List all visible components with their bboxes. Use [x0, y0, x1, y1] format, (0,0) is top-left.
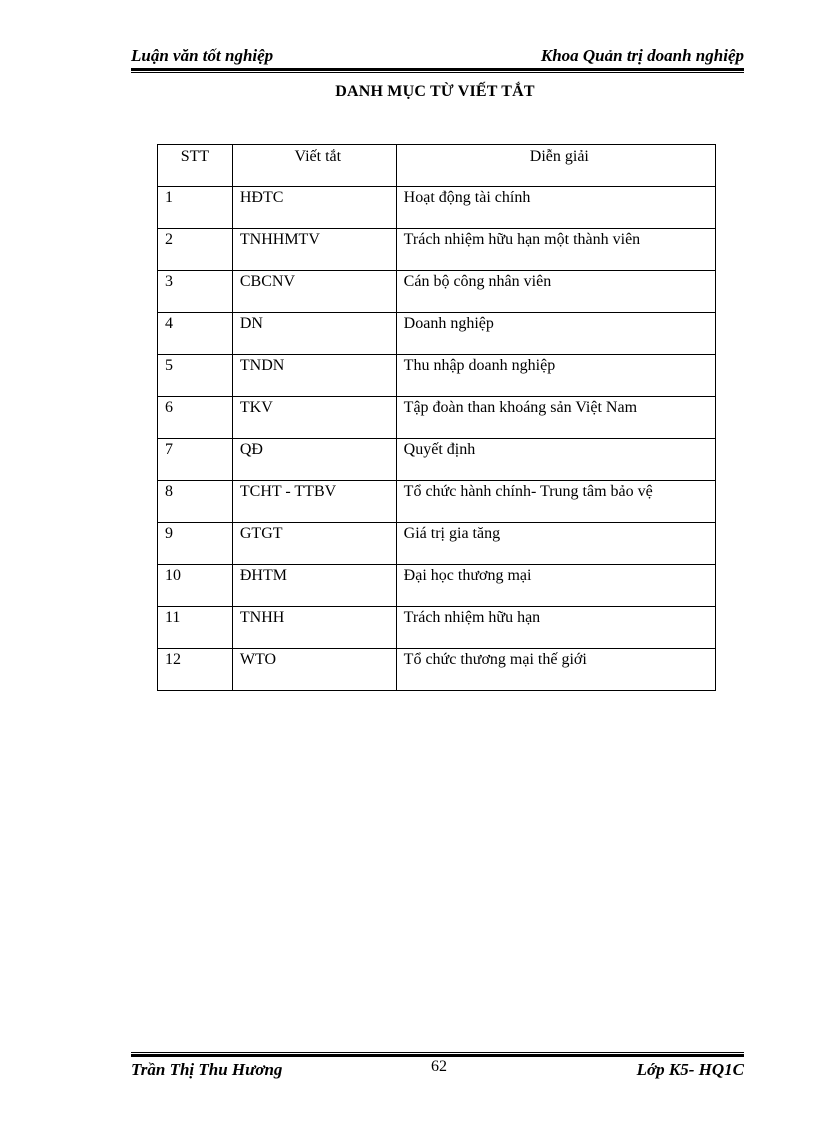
- cell-explanation: Giá trị gia tăng: [396, 523, 715, 565]
- cell-stt: 10: [158, 565, 233, 607]
- cell-abbreviation: TNHHMTV: [232, 229, 396, 271]
- table-row: [158, 439, 716, 481]
- cell-explanation: Tập đoàn than khoáng sản Việt Nam: [396, 397, 715, 439]
- table-row: [158, 397, 716, 439]
- cell-stt: 11: [158, 607, 233, 649]
- page-footer: [131, 1058, 744, 1082]
- table-row: [158, 607, 716, 649]
- cell-abbreviation: TNHH: [232, 607, 396, 649]
- cell-stt: 5: [158, 355, 233, 397]
- page-title: DANH MỤC TỪ VIẾT TẮT: [335, 83, 535, 100]
- cell-abbreviation: DN: [232, 313, 396, 355]
- table-row: [158, 187, 716, 229]
- cell-stt: 12: [158, 649, 233, 691]
- cell-abbreviation: TCHT - TTBV: [232, 481, 396, 523]
- page-header: [131, 44, 744, 68]
- cell-explanation: Trách nhiệm hữu hạn: [396, 607, 715, 649]
- table-row: [158, 481, 716, 523]
- cell-explanation: Hoạt động tài chính: [396, 187, 715, 229]
- cell-abbreviation: HĐTC: [232, 187, 396, 229]
- cell-abbreviation: ĐHTM: [232, 565, 396, 607]
- cell-stt: 1: [158, 187, 233, 229]
- column-header-explanation: Diễn giải: [396, 145, 715, 187]
- table-row: [158, 355, 716, 397]
- cell-explanation: Tổ chức thương mại thế giới: [396, 649, 715, 691]
- footer-class: Lớp K5- HQ1C: [636, 1060, 744, 1079]
- cell-explanation: Cán bộ công nhân viên: [396, 271, 715, 313]
- cell-explanation: Quyết định: [396, 439, 715, 481]
- cell-explanation: Tổ chức hành chính- Trung tâm bảo vệ: [396, 481, 715, 523]
- cell-explanation: Thu nhập doanh nghiệp: [396, 355, 715, 397]
- cell-explanation: Trách nhiệm hữu hạn một thành viên: [396, 229, 715, 271]
- cell-stt: 4: [158, 313, 233, 355]
- column-header-abbreviation: Viết tắt: [232, 145, 396, 187]
- cell-stt: 2: [158, 229, 233, 271]
- cell-stt: 7: [158, 439, 233, 481]
- header-thesis-label: Luận văn tốt nghiệp: [131, 46, 274, 65]
- cell-abbreviation: TNDN: [232, 355, 396, 397]
- table-row: [158, 271, 716, 313]
- footer-author: Trần Thị Thu Hương: [131, 1060, 283, 1079]
- table-row: [158, 565, 716, 607]
- table-row: [158, 313, 716, 355]
- cell-stt: 6: [158, 397, 233, 439]
- table-row: [158, 523, 716, 565]
- table-row: [158, 229, 716, 271]
- header-faculty-label: Khoa Quản trị doanh nghiệp: [540, 46, 744, 65]
- cell-stt: 9: [158, 523, 233, 565]
- page-number: 62: [431, 1058, 447, 1075]
- abbreviation-table: [157, 144, 716, 691]
- cell-explanation: Doanh nghiệp: [396, 313, 715, 355]
- footer-divider: [131, 1052, 744, 1057]
- cell-abbreviation: WTO: [232, 649, 396, 691]
- cell-stt: 3: [158, 271, 233, 313]
- column-header-stt: STT: [158, 145, 233, 187]
- cell-abbreviation: TKV: [232, 397, 396, 439]
- header-divider: [131, 68, 744, 73]
- cell-stt: 8: [158, 481, 233, 523]
- cell-abbreviation: QĐ: [232, 439, 396, 481]
- cell-explanation: Đại học thương mại: [396, 565, 715, 607]
- cell-abbreviation: CBCNV: [232, 271, 396, 313]
- table-row: [158, 649, 716, 691]
- cell-abbreviation: GTGT: [232, 523, 396, 565]
- table-header-row: [158, 145, 716, 187]
